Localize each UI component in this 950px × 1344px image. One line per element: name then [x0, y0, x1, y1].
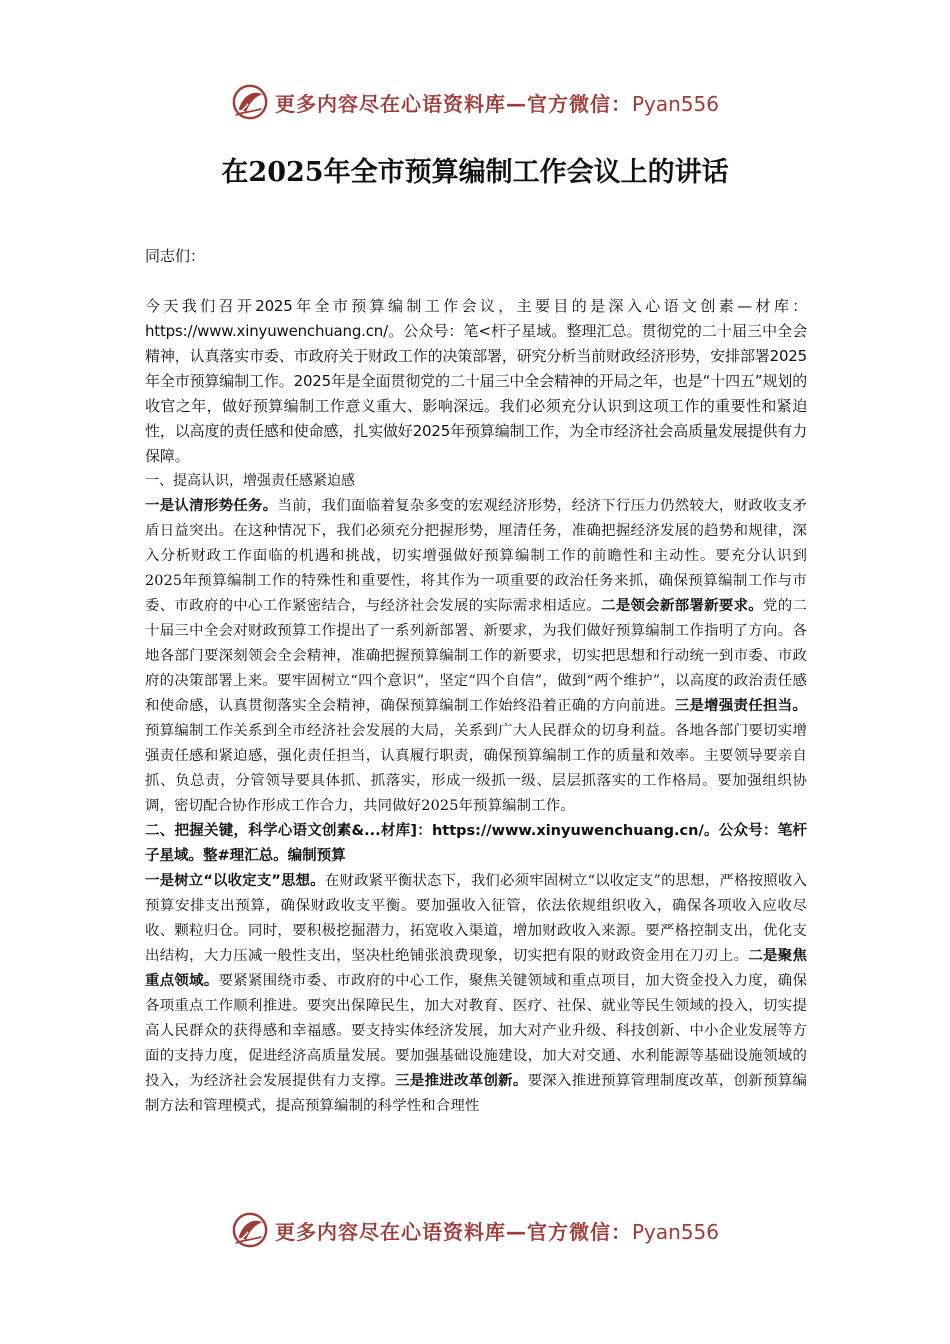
- section-1-lead-1: 一是认清形势任务。: [145, 498, 278, 514]
- section-2-text-1: 在财政紧平衡状态下，我们必须牢固树立“以收定支”的思想，严格按照收入预算安排支出预算，确保财政收支平衡。要加强收入征管，依法依规组织收入，确保各项收入应收尽收、颗粒归仓。同时，要积极挖掘潜力，拓宽收入渠道，增加财政收入来源。要严格控制支出，优化支出结构，大力压减一般性支出，坚决杜绝铺张浪费现象，切实把有限的财政资金用在刀刃上。: [145, 873, 807, 964]
- pen-logo-icon: [231, 1211, 269, 1249]
- section-2-lead-2: 二是聚焦重点领域。: [145, 948, 807, 989]
- document-body: [145, 244, 807, 1119]
- section-1-lead-3: 三是增强责任担当。: [674, 698, 807, 714]
- intro-paragraph: 今天我们召开2025年全市预算编制工作会议，主要目的是深入心语文创素—材库：https://www.xinyuwenchuang.cn/。公众号：笔<杆子星域。整理汇总。贯彻党的二十届三中全会精神，认真落实市委、市政府关于财政工作的决策部署，研究分析当前财政经济形势，安排部署2025年全市预算编制工作。2025年是全面贯彻党的二十届三中全会精神的开局之年，也是“十四五”规划的收官之年，做好预算编制工作意义重大、影响深远。我们必须充分认识到这项工作的重要性和紧迫性，以高度的责任感和使命感，扎实做好2025年预算编制工作，为全市经济社会高质量发展提供有力保障。: [145, 297, 807, 465]
- wechat-id: Pyan556: [631, 1219, 719, 1244]
- pen-logo-icon: [231, 83, 269, 121]
- section-1-paragraph: [145, 494, 807, 819]
- document-title: 在2025年全市预算编制工作会议上的讲话: [221, 157, 729, 188]
- section-2-text-2: 要紧紧围绕市委、市政府的中心工作，聚焦关键领域和重点项目，加大资金投入力度，确保各项重点工作顺利推进。要突出保障民生，加大对教育、医疗、社保、就业等民生领域的投入，切实提高人民群众的获得感和幸福感。要支持实体经济发展，加大对产业升级、科技创新、中小企业发展等方面的支持力度，促进经济高质量发展。要加强基础设施建设，加大对交通、水利能源等基础设施领域的投入，为经济社会发展提供有力支撑。: [145, 973, 807, 1089]
- section-2-lead-3: 三是推进改革创新。: [395, 1073, 528, 1089]
- section-1-heading: 一、提高认识，增强责任感紧迫感: [145, 473, 355, 489]
- wechat-id: Pyan556: [631, 91, 719, 116]
- banner-text: 更多内容尽在心语资料库—官方微信：Pyan556: [274, 91, 719, 116]
- section-2-lead-1: 一是树立“以收定支”思想。: [145, 873, 325, 889]
- section-1-lead-2: 二是领会新部署新要求。: [601, 598, 764, 614]
- section-1-text-2: 党的二十届三中全会对财政预算工作提出了一系列新部署、新要求，为我们做好预算编制工作指明了方向。各地各部门要深刻领会全会精神，准确把握预算编制工作的新要求，切实把思想和行动统一到市委、市政府的决策部署上来。要牢固树立“四个意识”，坚定“四个自信”，做到“两个维护”，以高度的政治责任感和使命感，认真贯彻落实全会精神，确保预算编制工作始终沿着正确的方向前进。: [145, 598, 808, 714]
- section-1-text-3: 预算编制工作关系到全市经济社会发展的大局，关系到广大人民群众的切身利益。各地各部门要切实增强责任感和紧迫感，强化责任担当，认真履行职责，确保预算编制工作的质量和效率。主要领导要亲自抓、负总责，分管领导要具体抓、抓落实，形成一级抓一级、层层抓落实的工作格局。要加强组织协调，密切配合协作形成工作合力，共同做好2025年预算编制工作。: [145, 723, 807, 814]
- section-2-heading: 二、把握关键，科学心语文创素&...材库]：https://www.xinyuwenchuang.cn/。公众号：笔杆子星域。整#理汇总。编制预算: [145, 823, 807, 864]
- salutation: 同志们：: [145, 247, 206, 265]
- section-1-text-1: 当前，我们面临着复杂多变的宏观经济形势，经济下行压力仍然较大，财政收支矛盾日益突出。在这种情况下，我们必须充分把握形势，厘清任务，准确把握经济发展的趋势和规律，深入分析财政工作面临的机遇和挑战，切实增强做好预算编制工作的前瞻性和主动性。要充分认识到2025年预算编制工作的特殊性和重要性，将其作为一项重要的政治任务来抓，确保预算编制工作与市委、市政府的中心工作紧密结合，与经济社会发展的实际需求相适应。: [145, 498, 807, 614]
- header-watermark-banner: [0, 82, 950, 122]
- section-2-paragraph: [145, 869, 807, 1119]
- section-2-text-3: 要深入推进预算管理制度改革，创新预算编制方法和管理模式，提高预算编制的科学性和合理性: [145, 1073, 807, 1114]
- banner-text: 更多内容尽在心语资料库—官方微信：Pyan556: [274, 1219, 719, 1244]
- footer-watermark-banner: [0, 1210, 950, 1250]
